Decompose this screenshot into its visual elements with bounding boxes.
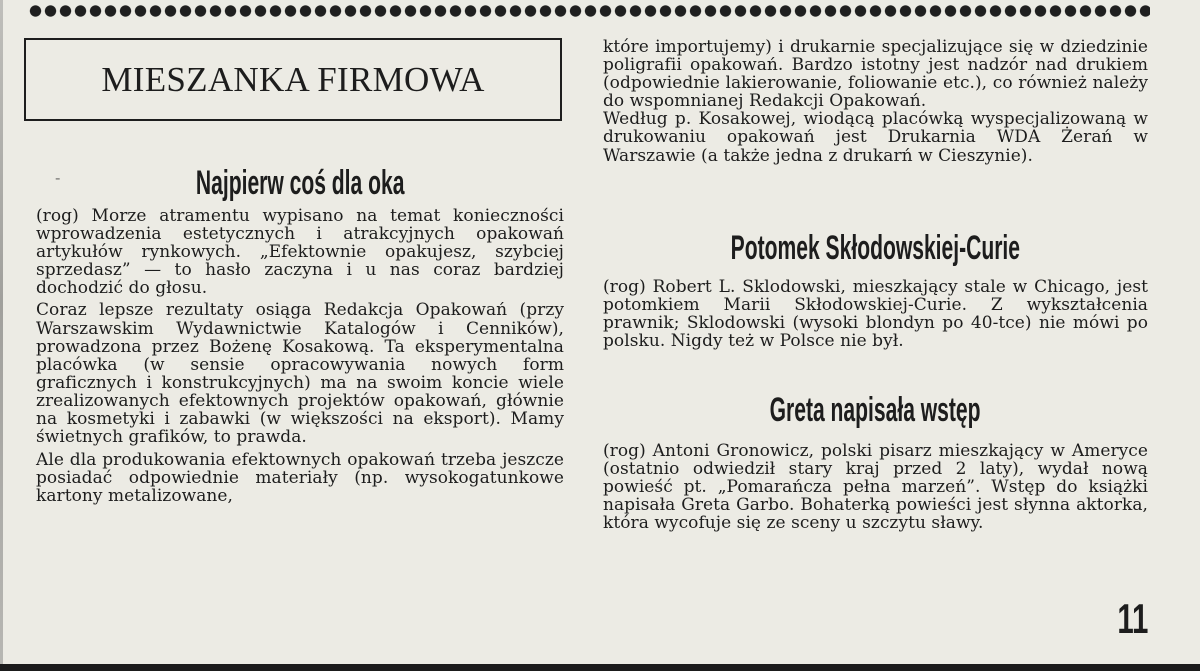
column-header-title: MIESZANKA FIRMOWA [101,60,485,99]
article3-headline: Greta napisała wstęp [770,391,981,429]
article1-continuation-1: które importujemy) i drukarnie specjalizujące się w dziedzinie poligrafii opakowań. Bardzo istotny jest nadzór nad drukiem (odpowiednie lakierowanie, foliowanie etc.), co również należy do wspomnianej Redakcji Opakowań. [603,37,1148,112]
page-edge-shadow [0,0,3,671]
dotted-top-rule [28,2,1150,20]
article1-paragraph-3: Ale dla produkowania efektownych opakowań trzeba jeszcze posiadać odpowiednie materiały (np. wysokogatunkowe kartony metalizowane, [36,450,564,507]
article1-continuation-2: Według p. Kosakowej, wiodącą placówką wyspecjalizowaną w drukowaniu opakowań jest Drukarnia WDA Żerań w Warszawie (a także jedna z drukarń w Cieszynie). [603,109,1148,166]
page-number: 11 [1116,595,1148,642]
column-header-box [24,38,562,121]
article3-body [603,442,1148,532]
article2-paragraph-1: (rog) Robert L. Sklodowski, mieszkający stale w Chicago, jest potomkiem Marii Skłodowskiej-Curie. Z wykształcenia prawnik; Sklodowski (wysoki blondyn po 40-tce) nie mówi po polsku. Nigdy też w Polsce nie był. [603,277,1148,352]
bottom-rule [0,664,1200,671]
article1-headline-wrap [36,164,564,202]
article1-paragraph-2: Coraz lepsze rezultaty osiąga Redakcja Opakowań (przy Warszawskim Wydawnictwie Katalogów i Cenników), prowadzona przez Bożenę Kosakową. Ta eksperymentalna placówka (w sensie opracowywania nowych form graficznych i konstrukcyjnych) ma na swoim koncie wiele zrealizowanych efektownych projektów opakowań, głównie na kosmetyki i zabawki (w większości na eksport). Mamy świetnych grafików, to prawda. [36,300,564,448]
article2-headline-wrap [603,229,1148,267]
article3-paragraph-1: (rog) Antoni Gronowicz, polski pisarz mieszkający w Ameryce (ostatnio odwiedził stary kraj przed 2 laty), wydał nową powieść pt. „Pomarańcza pełna marzeń”. Wstęp do książki napisała Greta Garbo. Bohaterką powieści jest słynna aktorka, która wycofuje się ze sceny u szczytu sławy. [603,441,1148,534]
print-mark: - [55,168,61,187]
article1-right-continuation [603,38,1148,165]
article1-paragraph-1: (rog) Morze atramentu wypisano na temat konieczności wprowadzenia estetycznych i atrakcyjnych opakowań artykułów rynkowych. „Efektownie opakujesz, szybciej sprzedasz” — to hasło zaczyna i u nas coraz bardziej dochodzić do głosu. [36,206,564,299]
article1-headline: Najpierw coś dla oka [195,164,405,202]
article3-headline-wrap [603,391,1148,429]
article1-left-column [36,207,564,506]
article2-headline: Potomek Skłodowskiej-Curie [730,229,1021,267]
article2-body [603,278,1148,350]
